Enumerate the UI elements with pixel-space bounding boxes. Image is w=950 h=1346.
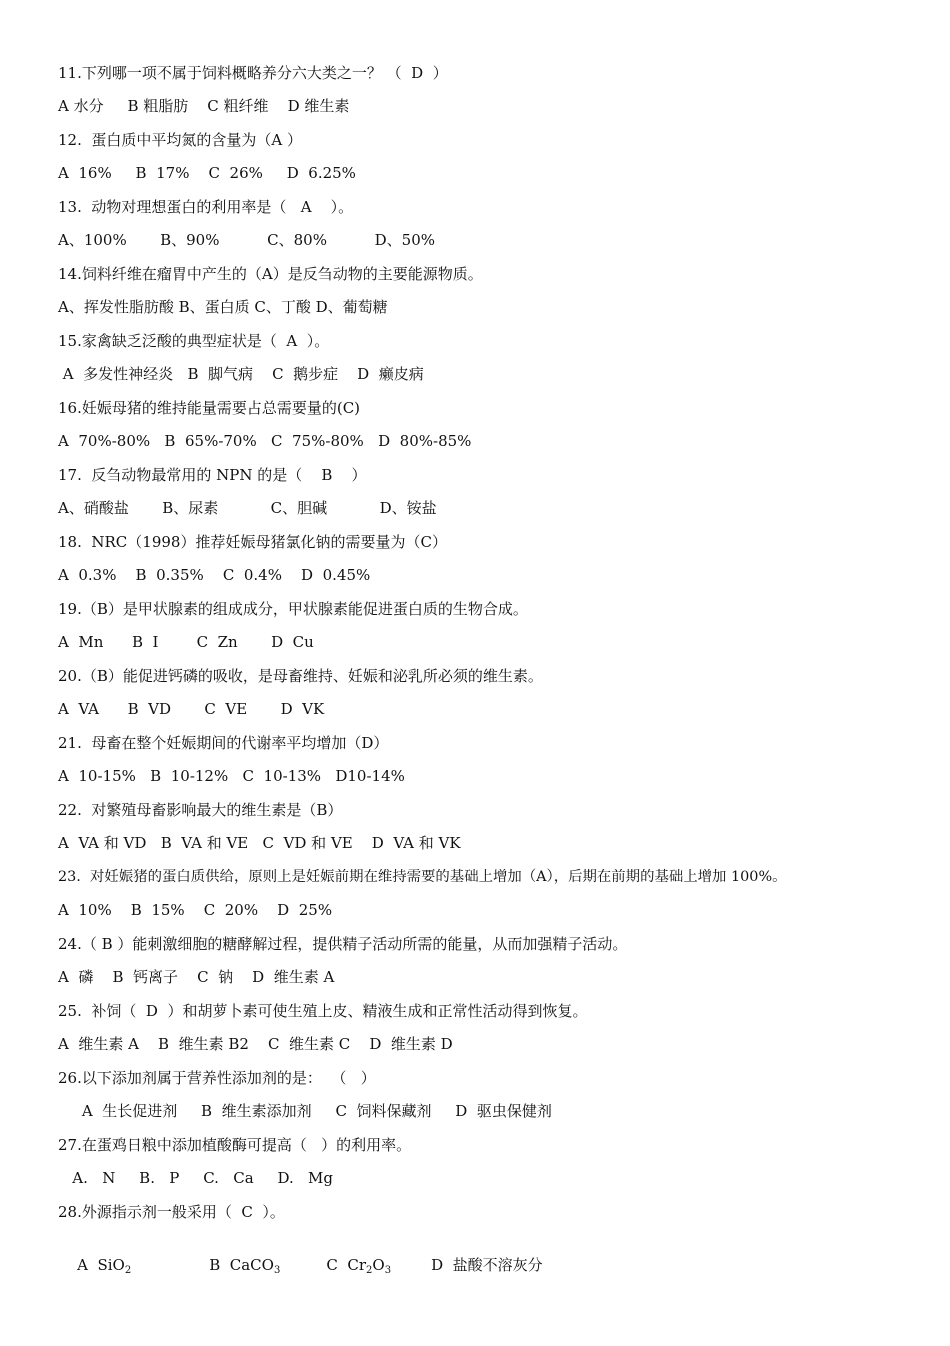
options-21: A 10-15% B 10-12% C 10-13% D10-14% bbox=[58, 767, 405, 785]
options-23: A 10% B 15% C 20% D 25% bbox=[58, 901, 333, 919]
question-24: 24.（ B ）能刺激细胞的糖酵解过程，提供精子活动所需的能量，从而加强精子活动。 bbox=[58, 935, 628, 953]
options-17: A、硝酸盐 B、尿素 C、胆碱 D、铵盐 bbox=[58, 499, 437, 517]
question-21: 21. 母畜在整个妊娠期间的代谢率平均增加（D） bbox=[58, 734, 389, 752]
options-25: A 维生素 A B 维生素 B2 C 维生素 C D 维生素 D bbox=[58, 1035, 453, 1053]
question-17: 17. 反刍动物最常用的 NPN 的是（ B ） bbox=[58, 466, 367, 484]
options-14: A、挥发性脂肪酸 B、蛋白质 C、丁酸 D、葡萄糖 bbox=[58, 298, 388, 316]
options-11: A 水分 B 粗脂肪 C 粗纤维 D 维生素 bbox=[58, 97, 350, 115]
options-24: A 磷 B 钙离子 C 钠 D 维生素 A bbox=[58, 968, 335, 986]
question-11: 11.下列哪一项不属于饲料概略养分六大类之一？ （ D ） bbox=[58, 64, 448, 82]
question-19: 19.（B）是甲状腺素的组成成分，甲状腺素能促进蛋白质的生物合成。 bbox=[58, 600, 528, 618]
question-14: 14.饲料纤维在瘤胃中产生的（A）是反刍动物的主要能源物质。 bbox=[58, 265, 483, 283]
question-26: 26.以下添加剂属于营养性添加剂的是： （ ） bbox=[58, 1069, 376, 1087]
options-26: A 生长促进剂 B 维生素添加剂 C 饲料保藏剂 D 驱虫保健剂 bbox=[58, 1102, 552, 1120]
question-22: 22. 对繁殖母畜影响最大的维生素是（B） bbox=[58, 801, 343, 819]
options-13: A、100% B、90% C、80% D、50% bbox=[58, 231, 435, 249]
question-12: 12. 蛋白质中平均氮的含量为（A ） bbox=[58, 131, 302, 149]
options-12: A 16% B 17% C 26% D 6.25% bbox=[58, 164, 356, 182]
options-15: A 多发性神经炎 B 脚气病 C 鹅步症 D 癞皮病 bbox=[58, 365, 424, 383]
options-18: A 0.3% B 0.35% C 0.4% D 0.45% bbox=[58, 566, 371, 584]
question-25: 25. 补饲（ D ）和胡萝卜素可使生殖上皮、精液生成和正常性活动得到恢复。 bbox=[58, 1002, 588, 1020]
options-19: A Mn B I C Zn D Cu bbox=[58, 633, 314, 651]
options-20: A VA B VD C VE D VK bbox=[58, 700, 325, 718]
options-22: A VA 和 VD B VA 和 VE C VD 和 VE D VA 和 VK bbox=[58, 834, 461, 852]
question-18: 18. NRC（1998）推荐妊娠母猪氯化钠的需要量为（C） bbox=[58, 533, 447, 551]
question-28: 28.外源指示剂一般采用（ C ）。 bbox=[58, 1203, 285, 1221]
options-28 bbox=[58, 1235, 543, 1276]
option-28-a: A SiO$_2$ bbox=[77, 1256, 132, 1276]
option-28-c: C $Cr_2O_3$ bbox=[326, 1256, 392, 1276]
question-13: 13. 动物对理想蛋白的利用率是（ A ）。 bbox=[58, 198, 354, 216]
options-16: A 70%-80% B 65%-70% C 75%-80% D 80%-85% bbox=[58, 432, 472, 450]
question-20: 20.（B）能促进钙磷的吸收，是母畜维持、妊娠和泌乳所必须的维生素。 bbox=[58, 667, 543, 685]
question-27: 27.在蛋鸡日粮中添加植酸酶可提高（ ）的利用率。 bbox=[58, 1136, 412, 1154]
question-23: 23. 对妊娠猪的蛋白质供给，原则上是妊娠前期在维持需要的基础上增加（A），后期在前期的基础上增加 100%。 bbox=[58, 869, 787, 885]
question-16: 16.妊娠母猪的维持能量需要占总需要量的(C) bbox=[58, 399, 361, 417]
question-15: 15.家禽缺乏泛酸的典型症状是（ A ）。 bbox=[58, 332, 330, 350]
option-28-d: D 盐酸不溶灰分 bbox=[431, 1256, 543, 1274]
options-27: A. N B. P C. Ca D. Mg bbox=[58, 1169, 334, 1187]
option-28-b: B CaCO$_3$ bbox=[209, 1256, 281, 1276]
